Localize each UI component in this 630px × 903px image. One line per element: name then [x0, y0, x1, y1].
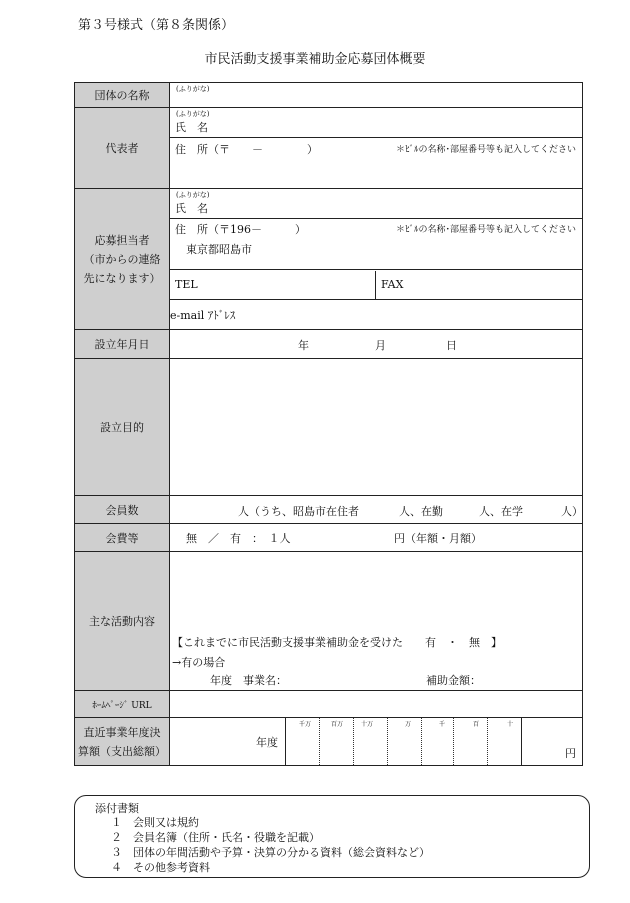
subsidy-amount-text: 補助金額：: [426, 674, 481, 687]
expense-field[interactable]: [170, 718, 583, 766]
application-form-table: [74, 82, 583, 766]
homepage-label: ﾎｰﾑﾍﾟｰｼﾞ URL: [75, 691, 170, 718]
attachments-title: 添付書類: [95, 802, 139, 815]
members-row: [75, 496, 583, 524]
representative-row: [75, 108, 583, 189]
city-text: 東京都昭島市: [186, 243, 252, 256]
app-name-label: 氏 名: [175, 202, 208, 215]
digit-label: 百万: [331, 721, 344, 728]
purpose-field[interactable]: [170, 359, 583, 496]
attachment-item: １ 会則又は規約: [111, 816, 199, 829]
applicant-label-3: 先になります）: [83, 271, 161, 285]
month-unit: 月: [375, 339, 386, 352]
digit-label: 千万: [299, 721, 312, 728]
attachment-item: ３ 団体の年間活動や予算・決算の分かる資料（総会資料など）: [111, 846, 430, 859]
representative-label: 代表者: [75, 108, 170, 189]
attachment-item: ４ その他参考資料: [111, 861, 210, 874]
expense-year-unit: 年度: [256, 736, 278, 749]
furigana-hint: (ふりがな): [176, 110, 210, 118]
fee-label: 会費等: [75, 524, 170, 552]
rep-building-note: ＊ﾋﾞﾙの名称･部屋番号等も記入してください: [395, 145, 576, 155]
activities-field[interactable]: [170, 552, 583, 691]
purpose-row: [75, 359, 583, 496]
expense-label-2: 算額（支出総額）: [78, 744, 166, 758]
furigana-hint: (ふりがな): [176, 191, 210, 199]
fiscal-year-text: 年度 事業名：: [210, 674, 287, 687]
year-unit: 年: [298, 339, 309, 352]
fee-yen: 円（年額・月額）: [394, 532, 482, 545]
rep-name-label: 氏 名: [175, 121, 208, 134]
day-unit: 日: [446, 339, 457, 352]
members-label: 会員数: [75, 496, 170, 524]
email-field[interactable]: e-mail ｱﾄﾞﾚｽ: [170, 300, 583, 330]
homepage-row: [75, 691, 583, 718]
applicant-field[interactable]: [170, 189, 583, 270]
founded-label: 設立年月日: [75, 330, 170, 359]
tel-fax-cell: [170, 270, 583, 300]
digit-grid: [285, 718, 522, 765]
digit-col: [286, 718, 320, 765]
applicant-row: [75, 189, 583, 270]
members-text-3: 人、在学: [479, 505, 523, 518]
members-text-2: 人、在勤: [399, 505, 443, 518]
group-name-label: 団体の名称: [75, 83, 170, 108]
applicant-label-1: 応募担当者: [94, 233, 150, 247]
attachment-item: ２ 会員名簿（住所・氏名・役職を記載）: [111, 831, 320, 844]
document-title: 市民活動支援事業補助金応募団体概要: [204, 52, 426, 67]
form-number: 第３号様式（第８条関係）: [78, 18, 235, 33]
members-text-1: 人（うち、昭島市在住者: [238, 505, 359, 518]
expense-label-1: 直近事業年度決: [83, 725, 161, 739]
fee-presence: 無 ／ 有 ： １人: [186, 532, 291, 545]
digit-col: [319, 718, 354, 765]
digit-label: 万: [405, 721, 412, 728]
digit-col: [421, 718, 454, 765]
members-text-4: 人）: [561, 505, 583, 518]
digit-label: 十: [507, 721, 514, 728]
furigana-hint: (ふりがな): [176, 85, 210, 93]
attachments-box: [74, 795, 590, 878]
tel-field[interactable]: TEL: [170, 271, 376, 299]
digit-label: 百: [473, 721, 480, 728]
activities-row: [75, 552, 583, 691]
activities-label: 主な活動内容: [75, 552, 170, 691]
representative-field[interactable]: [170, 108, 583, 189]
digit-label: 千: [439, 721, 446, 728]
yen-unit: 円: [565, 747, 576, 760]
app-building-note: ＊ﾋﾞﾙの名称･部屋番号等も記入してください: [395, 225, 576, 235]
purpose-label: 設立目的: [75, 359, 170, 496]
digit-col: [487, 718, 522, 765]
expense-row: [75, 718, 583, 766]
group-name-field[interactable]: [170, 83, 583, 108]
rep-address-label: 住 所（〒 － ）: [175, 143, 318, 156]
members-field[interactable]: [170, 496, 583, 524]
founded-row: [75, 330, 583, 359]
digit-label: 十万: [361, 721, 374, 728]
applicant-label: [75, 189, 170, 330]
expense-label: [75, 718, 170, 766]
homepage-field[interactable]: [170, 691, 583, 718]
founded-field[interactable]: [170, 330, 583, 359]
applicant-label-2: （市からの連絡: [83, 252, 161, 266]
fee-field[interactable]: [170, 524, 583, 552]
digit-col: [387, 718, 422, 765]
digit-col: [453, 718, 488, 765]
received-question: 【これまでに市民活動支援事業補助金を受けた 有 ・ 無 】: [172, 636, 502, 649]
app-address-label: 住 所（〒196－ ）: [175, 223, 306, 236]
fee-row: [75, 524, 583, 552]
if-yes-text: →有の場合: [172, 656, 226, 669]
digit-col: [353, 718, 388, 765]
fax-field[interactable]: FAX: [381, 277, 404, 291]
group-name-row: [75, 83, 583, 108]
